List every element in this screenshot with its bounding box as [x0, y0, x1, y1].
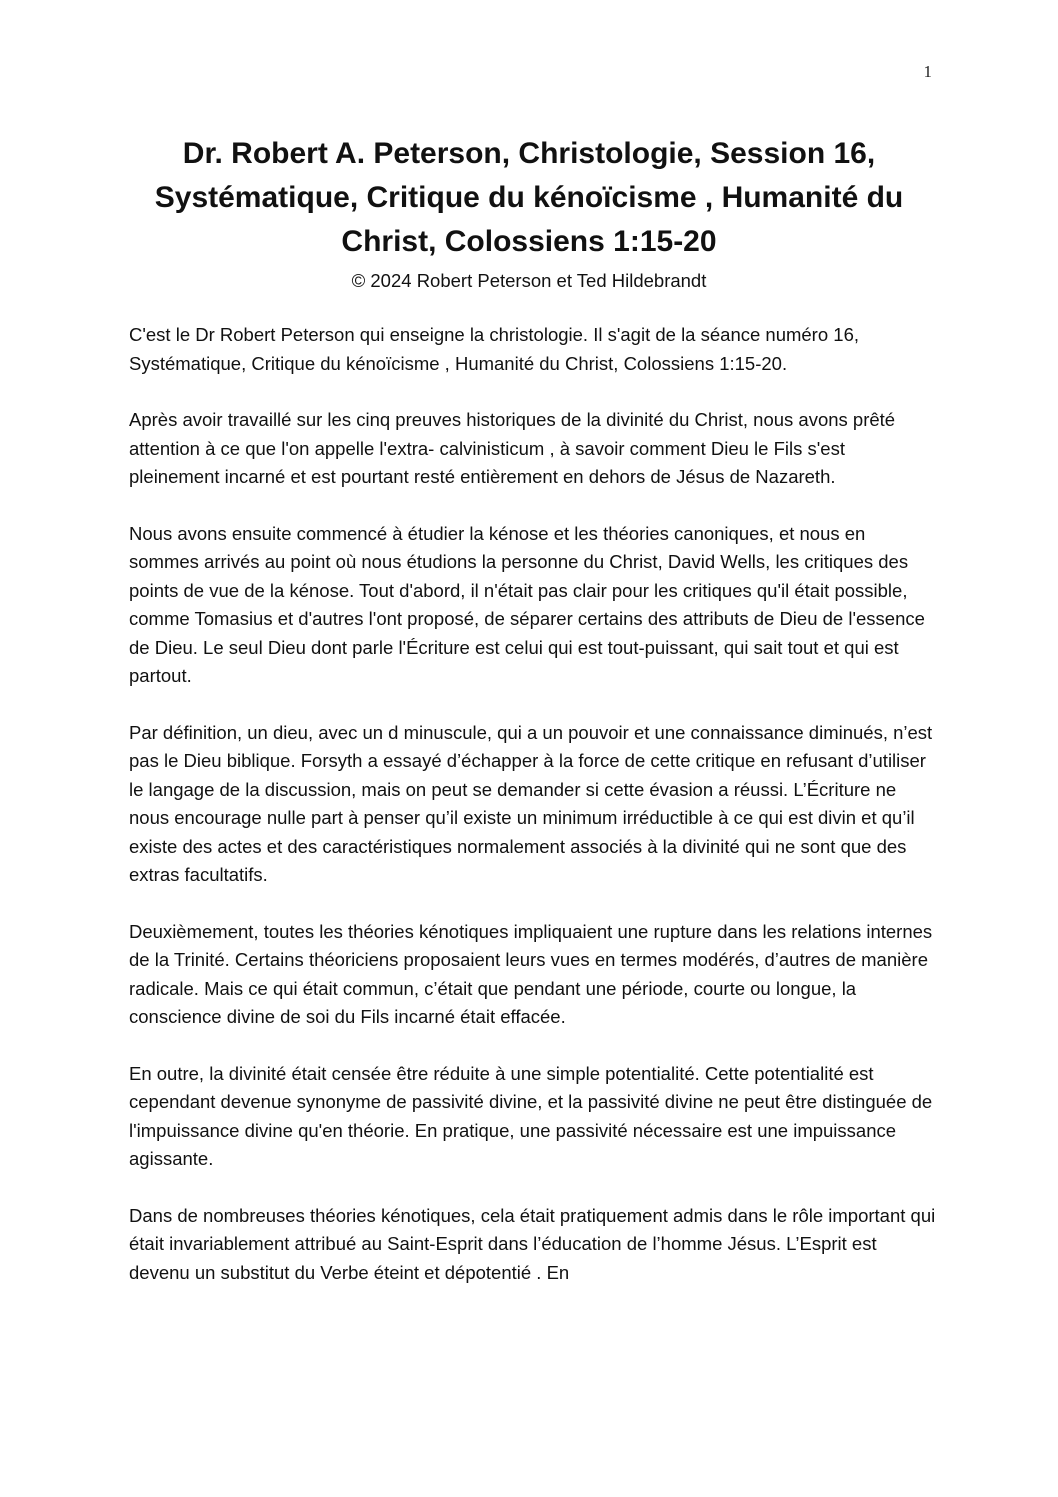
paragraph: En outre, la divinité était censée être réduite à une simple potentialité. Cette potentialité est cependant devenue synonyme de passivité divine, et la passivité divine ne peut être distinguée de l'impuissance divine qu'en théorie. En pratique, une passivité nécessaire est une impuissance agissante. [129, 1062, 933, 1169]
copyright-line: © 2024 Robert Peterson et Ted Hildebrandt [351, 270, 707, 291]
body-text [129, 321, 937, 1315]
paragraph: Par définition, un dieu, avec un d minuscule, qui a un pouvoir et une connaissance diminués, n’est pas le Dieu biblique. Forsyth a essayé d’échapper à la force de cette critique en refusant d’utiliser le langage de la discussion, mais on peut se demander si cette évasion a réussi. L’Écriture ne nous encourage nulle part à penser qu’il existe un minimum irréductible à ce qui est divin et qu’il existe des actes et des caractéristiques normalement associés à la divinité qui ne sont que des extras facultatifs. [129, 721, 933, 885]
document-title: Dr. Robert A. Peterson, Christologie, Session 16, Systématique, Critique du kénoïcisme , Humanité du Christ, Colossiens 1:15-20 [154, 137, 904, 258]
paragraph: Après avoir travaillé sur les cinq preuves historiques de la divinité du Christ, nous avons prêté attention à ce que l'on appelle l'extra- calvinisticum , à savoir comment Dieu le Fils s'est pleinement incarné et est pourtant resté entièrement en dehors de Jésus de Nazareth. [129, 409, 896, 487]
paragraph: Deuxièmement, toutes les théories kénotiques impliquaient une rupture dans les relations internes de la Trinité. Certains théoriciens proposaient leurs vues en termes modérés, d’autres de manière radicale. Mais ce qui était commun, c’était que pendant une période, courte ou longue, la conscience divine de soi du Fils incarné était effacée. [129, 920, 933, 1027]
page-number: 1 [923, 62, 932, 81]
paragraph: C'est le Dr Robert Peterson qui enseigne la christologie. Il s'agit de la séance numéro 16, Systématique, Critique du kénoïcisme , Humanité du Christ, Colossiens 1:15-20. [129, 324, 859, 374]
paragraph: Nous avons ensuite commencé à étudier la kénose et les théories canoniques, et nous en sommes arrivés au point où nous étudions la personne du Christ, David Wells, les critiques des points de vue de la kénose. Tout d'abord, il n'était pas clair pour les critiques qu'il était possible, comme Tomasius et d'autres l'ont proposé, de séparer certains des attributs de Dieu de l'essence de Dieu. Le seul Dieu dont parle l'Écriture est celui qui est tout-puissant, qui sait tout et qui est partout. [129, 522, 925, 686]
paragraph: Dans de nombreuses théories kénotiques, cela était pratiquement admis dans le rôle important qui était invariablement attribué au Saint-Esprit dans l’éducation de l’homme Jésus. L’Esprit est devenu un substitut du Verbe éteint et dépotentié . En [129, 1204, 936, 1283]
